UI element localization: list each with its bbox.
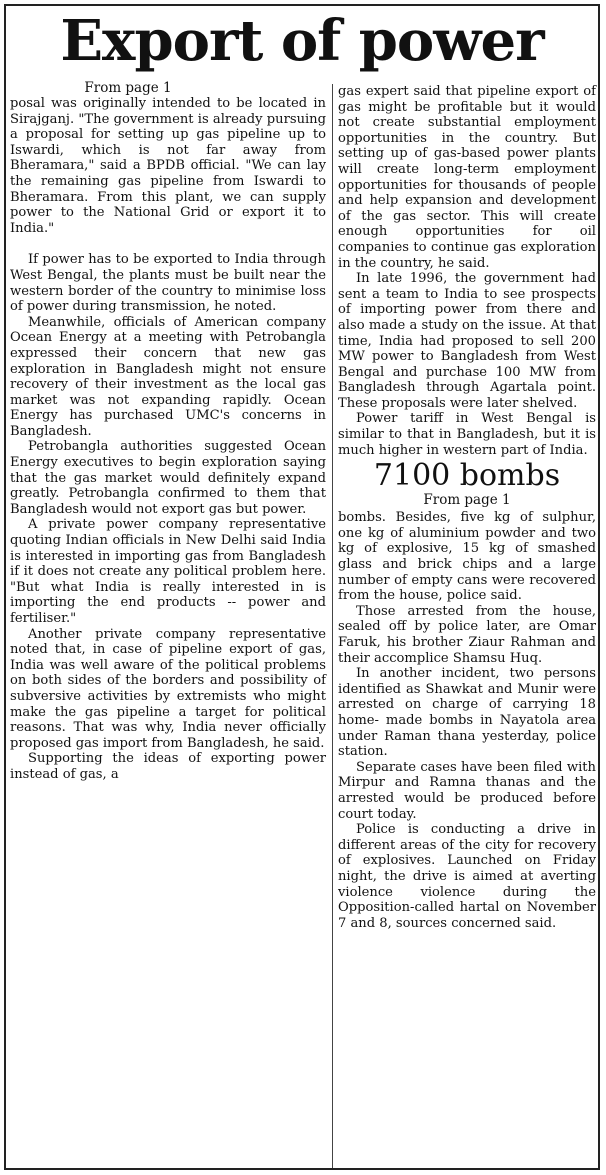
article-paragraph: If power has to be exported to India through West Bengal, the plants must be built near the western border of the country to minimise loss of power during transmission, he noted.: [10, 252, 326, 315]
article-column-right: [338, 84, 596, 931]
article-paragraph: Police is conducting a drive in different areas of the city for recovery of explosives. Launched on Friday night, the drive is aimed at averting violence violence during the Opposition-called hartal on November 7 and 8, sources concerned said.: [338, 822, 596, 931]
article-paragraph: bombs. Besides, five kg of sulphur, one kg of aluminium powder and two kg of explosive, 15 kg of smashed glass and brick chips and a large number of empty cans were recovered from the house, police said.: [338, 510, 596, 604]
article-paragraph: In late 1996, the government had sent a team to India to see prospects of importing power from there and also made a study on the issue. At that time, India had proposed to sell 200 MW power to Bangladesh from West Bengal and purchase 100 MW from Bangladesh through Agartala point. These proposals were later shelved.: [338, 271, 596, 411]
article-paragraph: A private power company representative quoting Indian officials in New Delhi said India is interested in importing gas from Bangladesh if it does not create any political problem here. "But what India is really interested in is importing the end products -- power and fertiliser.": [10, 517, 326, 626]
article-paragraph: Separate cases have been filed with Mirpur and Ramna thanas and the arrested would be produced before court today.: [338, 759, 596, 822]
article-column-left: [10, 80, 326, 783]
article-paragraph: posal was originally intended to be located in Sirajganj. "The government is already pursuing a proposal for setting up gas pipeline up to Iswardi, which is not far away from Bheramara," said a BPDB official. "We can lay the remaining gas pipeline from Iswardi to Bheramara. From this plant, we can supply power to the National Grid or export it to India.": [10, 96, 326, 236]
article-paragraph: Another private company representative noted that, in case of pipeline export of gas, India was well aware of the political problems on both sides of the borders and possibility of subversive activities by extremists who might make the gas pipeline a target for political reasons. That was why, India never officially proposed gas import from Bangladesh, he said.: [10, 626, 326, 751]
article-paragraph: Petrobangla authorities suggested Ocean Energy executives to begin exploration saying that the gas market would definitely expand greatly. Petrobangla confirmed to them that Bangladesh would not export gas but power.: [10, 439, 326, 517]
article-paragraph: In another incident, two persons identified as Shawkat and Munir were arrested on charge of carrying 18 home- made bombs in Nayatola area under Raman thana yesterday, police station.: [338, 666, 596, 760]
column-divider: [332, 84, 333, 1168]
headline-7100-bombs: 7100 bombs: [373, 458, 561, 494]
article-paragraph: Power tariff in West Bengal is similar to that in Bangladesh, but it is much higher in western part of India.: [338, 411, 596, 458]
article-paragraph: Those arrested from the house, sealed off by police later, are Omar Faruk, his brother Ziaur Rahman and their accomplice Shamsu Huq.: [338, 603, 596, 666]
newspaper-clipping: [4, 4, 600, 1170]
continued-from-label: From page 1: [423, 492, 511, 509]
continued-from-label: From page 1: [84, 80, 172, 96]
article-paragraph: Supporting the ideas of exporting power instead of gas, a: [10, 751, 326, 782]
article-paragraph: gas expert said that pipeline export of gas might be profitable but it would not create substantial employment opportunities in the country. But setting up of gas-based power plants will create long-term employment opportunities for thousands of people and help expansion and development of the gas sector. This will create enough opportunities for oil companies to continue gas exploration in the country, he said.: [338, 84, 596, 271]
headline-export-of-power: Export of power: [60, 8, 544, 74]
article-paragraph: Meanwhile, officials of American company Ocean Energy at a meeting with Petrobangla expressed their concern that new gas exploration in Bangladesh might not ensure recovery of their investment as the local gas market was not expanding rapidly. Ocean Energy has purchased UMC's concerns in Bangladesh.: [10, 314, 326, 439]
paragraph-gap: [10, 236, 326, 252]
